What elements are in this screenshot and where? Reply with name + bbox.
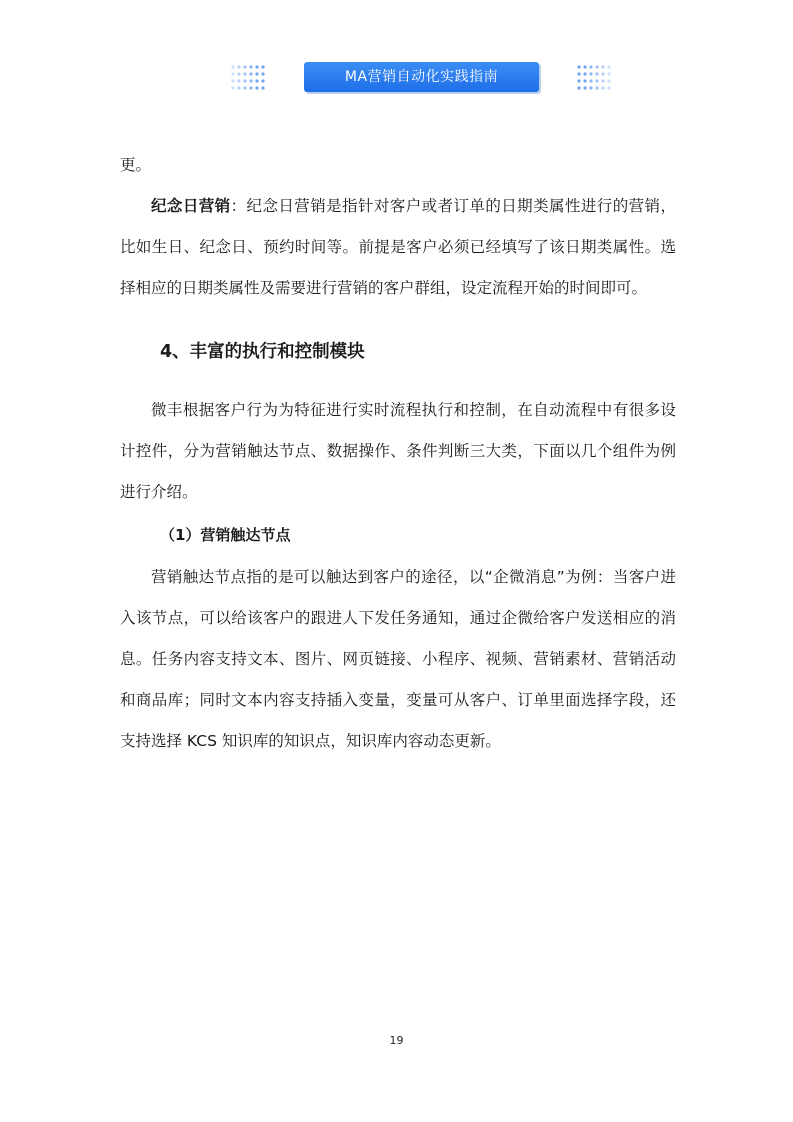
dot-grid-icon	[230, 64, 266, 92]
page-header	[0, 62, 793, 94]
header-title: MA营销自动化实践指南	[304, 62, 539, 92]
paragraph-anniversary-marketing	[120, 186, 676, 309]
paragraph-continuation: 更。	[120, 156, 152, 174]
anniversary-marketing-text: ：纪念日营销是指针对客户或者订单的日期类属性进行的营销，比如生日、纪念日、预约时间等。前提是客户必须已经填写了该日期类属性。选择相应的日期类属性及需要进行营销的客户群组，设定流程开始的时间即可。	[120, 197, 676, 297]
dot-grid-icon	[576, 64, 612, 92]
subsection-heading-1: （1）营销触达节点	[160, 526, 291, 544]
paragraph-execution-control: 微丰根据客户行为为特征进行实时流程执行和控制，在自动流程中有很多设计控件，分为营销触达节点、数据操作、条件判断三大类，下面以几个组件为例进行介绍。	[120, 401, 676, 501]
page-number: 19	[389, 1034, 404, 1047]
section-heading-4: 4、丰富的执行和控制模块	[160, 342, 365, 362]
paragraph-marketing-touchpoint: 营销触达节点指的是可以触达到客户的途径，以“企微消息”为例：当客户进入该节点，可以给该客户的跟进人下发任务通知，通过企微给客户发送相应的消息。任务内容支持文本、图片、网页链接、小程序、视频、营销素材、营销活动和商品库；同时文本内容支持插入变量，变量可从客户、订单里面选择字段，还支持选择 KCS 知识库的知识点，知识库内容动态更新。	[120, 568, 676, 750]
anniversary-marketing-term: 纪念日营销	[151, 197, 231, 215]
